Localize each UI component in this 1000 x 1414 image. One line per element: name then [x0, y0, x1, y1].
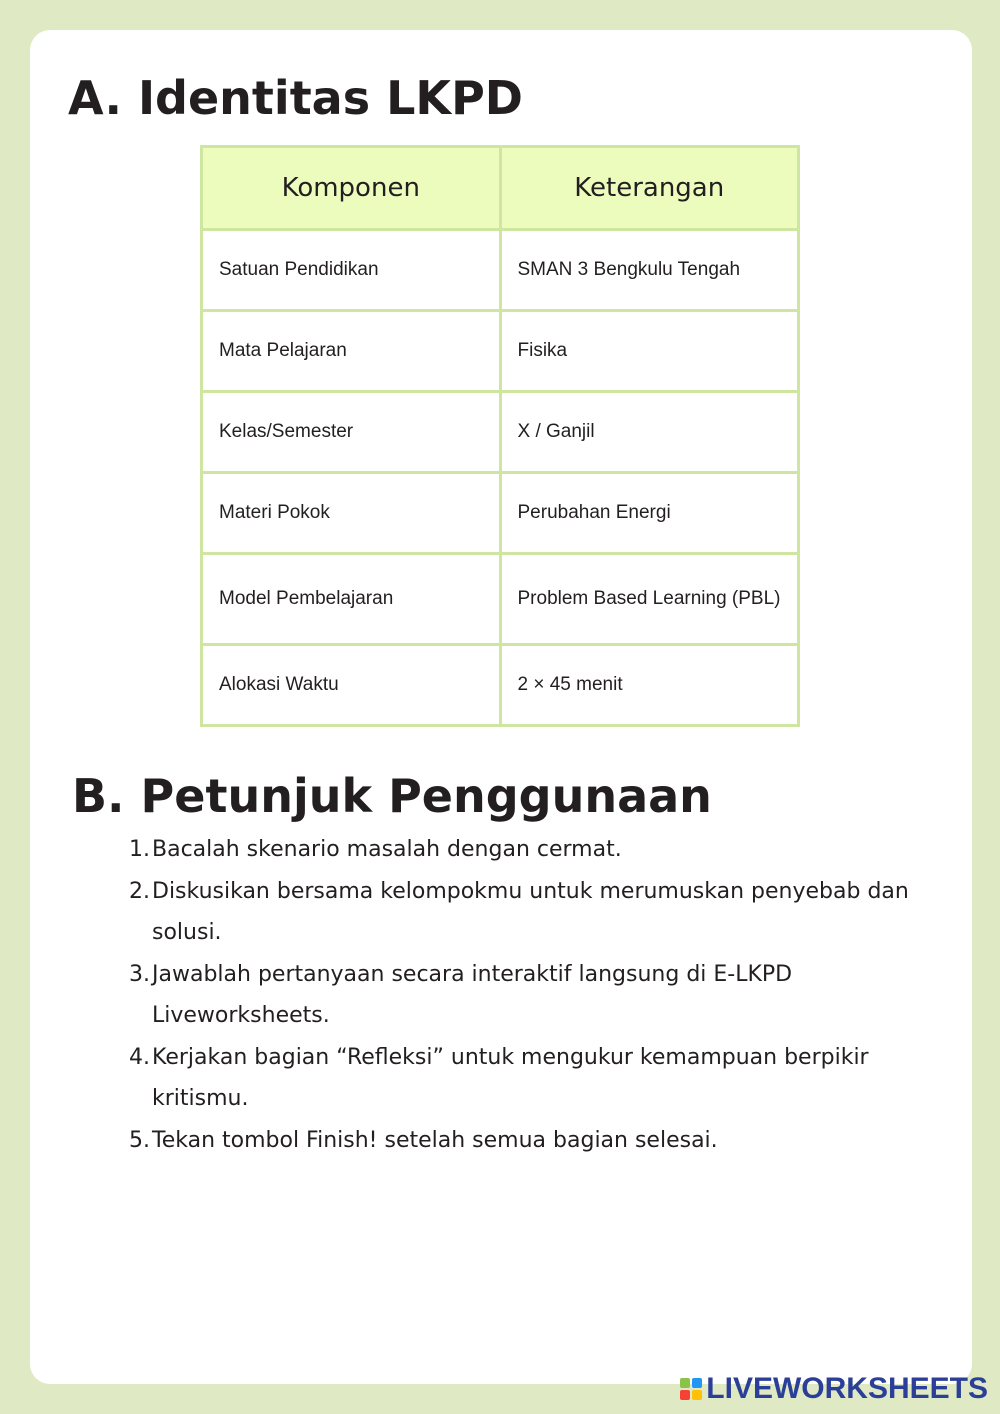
- identity-table: [200, 145, 800, 727]
- logo-square: [680, 1390, 690, 1400]
- table-row: [202, 311, 799, 392]
- instruction-number: 5.: [129, 1127, 150, 1153]
- row-label: Model Pembelajaran: [202, 554, 501, 645]
- row-value: SMAN 3 Bengkulu Tengah: [500, 230, 799, 311]
- table-header-row: [202, 147, 799, 230]
- row-value: Fisika: [500, 311, 799, 392]
- liveworksheets-brand[interactable]: [680, 1372, 988, 1406]
- row-label: Kelas/Semester: [202, 392, 501, 473]
- instruction-number: 3.: [129, 961, 150, 987]
- instruction-item: [129, 1120, 922, 1162]
- row-value: X / Ganjil: [500, 392, 799, 473]
- brand-name: LIVEWORKSHEETS: [706, 1372, 988, 1405]
- logo-square: [692, 1390, 702, 1400]
- row-label: Satuan Pendidikan: [202, 230, 501, 311]
- table-row: [202, 554, 799, 645]
- liveworksheets-logo-icon: [680, 1378, 702, 1400]
- table-row: [202, 645, 799, 726]
- row-label: Materi Pokok: [202, 473, 501, 554]
- instruction-item: [129, 954, 922, 1037]
- instruction-number: 4.: [129, 1044, 150, 1070]
- instruction-item: [129, 871, 922, 954]
- instruction-item: [129, 1037, 922, 1120]
- row-value: Perubahan Energi: [500, 473, 799, 554]
- instruction-number: 2.: [129, 878, 150, 904]
- logo-square: [680, 1378, 690, 1388]
- instruction-item: [129, 829, 922, 871]
- header-keterangan: Keterangan: [500, 147, 799, 230]
- instruction-text: Jawablah pertanyaan secara interaktif langsung di E-LKPD Liveworksheets.: [152, 961, 793, 1028]
- instruction-text: Diskusikan bersama kelompokmu untuk merumuskan penyebab dan solusi.: [152, 878, 909, 945]
- instruction-text: Bacalah skenario masalah dengan cermat.: [152, 837, 622, 862]
- section-b-title: B. Petunjuk Penggunaan: [72, 769, 712, 823]
- row-label: Mata Pelajaran: [202, 311, 501, 392]
- instruction-list: [129, 829, 922, 1161]
- table-row: [202, 473, 799, 554]
- instruction-text: Kerjakan bagian “Refleksi” untuk mengukur kemampuan berpikir kritismu.: [152, 1044, 869, 1111]
- header-komponen: Komponen: [202, 147, 501, 230]
- instruction-text: Tekan tombol Finish! setelah semua bagian selesai.: [152, 1127, 718, 1153]
- row-value: 2 × 45 menit: [500, 645, 799, 726]
- logo-square: [692, 1378, 702, 1388]
- row-value: Problem Based Learning (PBL): [500, 554, 799, 645]
- row-label: Alokasi Waktu: [202, 645, 501, 726]
- table-row: [202, 392, 799, 473]
- table-row: [202, 230, 799, 311]
- instruction-number: 1.: [129, 837, 150, 862]
- section-a-title: A. Identitas LKPD: [68, 71, 523, 125]
